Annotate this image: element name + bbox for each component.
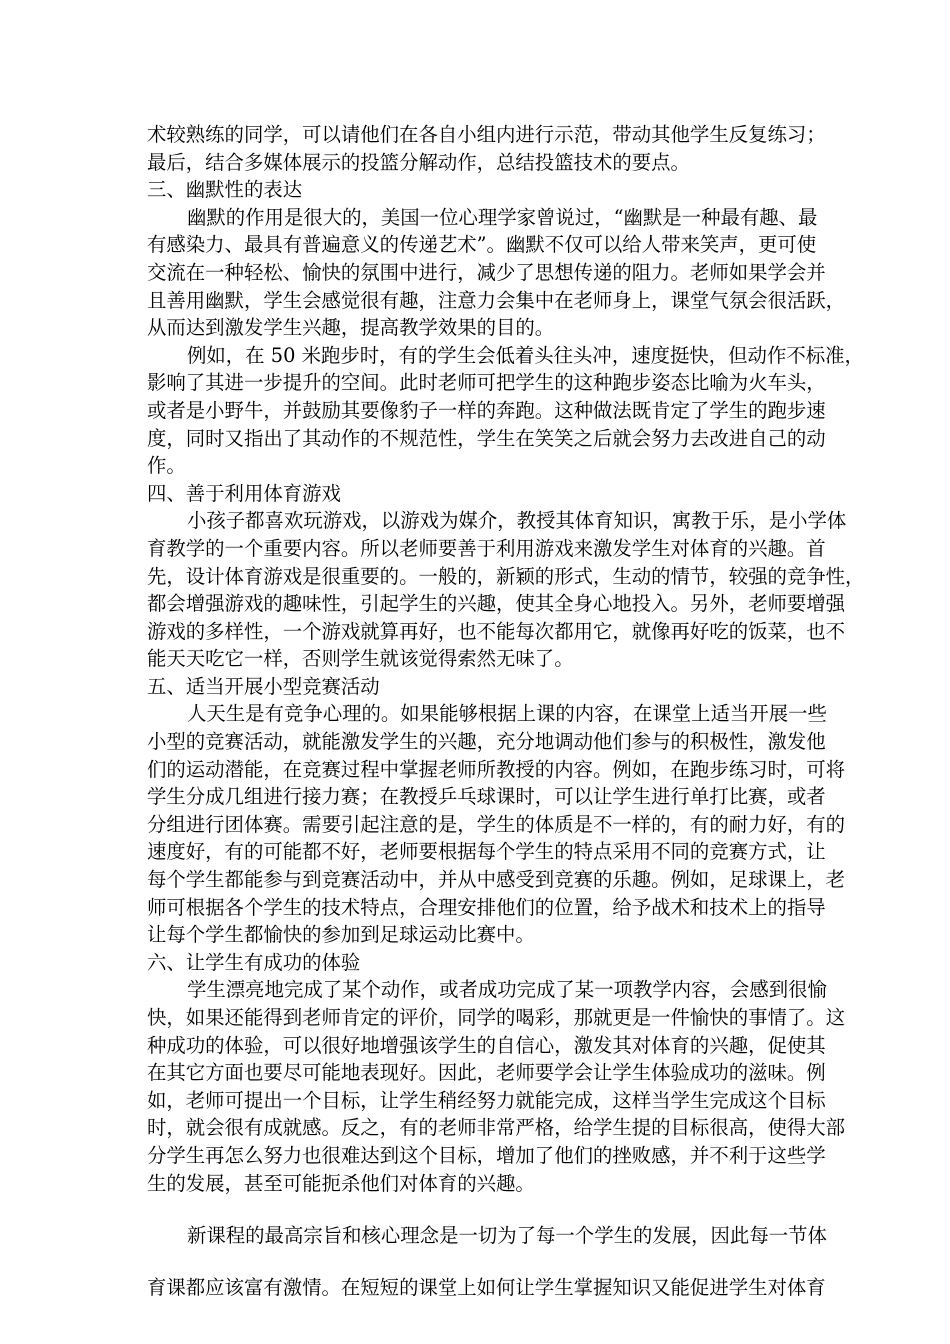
- paragraph-gap: [147, 1197, 807, 1219]
- text-line: 新课程的最高宗旨和核心理念是一切为了每一个学生的发展，因此每一节体: [187, 1224, 827, 1248]
- text-line: 作。: [147, 454, 186, 478]
- text-line: 影响了其进一步提升的空间。此时老师可把学生的这种跑步姿态比喻为火车头，: [147, 371, 826, 395]
- text-line: 速度好，有的可能都不好，老师要根据每个学生的特点采用不同的竞赛方式，让: [147, 840, 826, 864]
- text-line: 或者是小野牛，并鼓励其要像豹子一样的奔跑。这种做法既肯定了学生的跑步速: [147, 398, 826, 422]
- text-line: 让每个学生都愉快的参加到足球运动比赛中。: [147, 923, 535, 947]
- text-line: 分学生再怎么努力也很难达到这个目标，增加了他们的挫败感，并不利于这些学: [147, 1143, 826, 1167]
- text-line: 先，设计体育游戏是很重要的。一般的，新颖的形式，生动的情节，较强的竞争性，: [147, 564, 865, 588]
- text-line: 们的运动潜能，在竞赛过程中掌握老师所教授的内容。例如，在跑步练习时，可将: [147, 757, 846, 781]
- text-line: 交流在一种轻松、愉快的氛围中进行，减少了思想传递的阻力。老师如果学会并: [147, 260, 826, 284]
- text-line: 有感染力、最具有普遍意义的传递艺术”。幽默不仅可以给人带来笑声，更可使: [147, 233, 817, 257]
- text-line: 能天天吃它一样，否则学生就该觉得索然无味了。: [147, 647, 574, 671]
- text-line: 快，如果还能得到老师肯定的评价，同学的喝彩，那就更是一件愉快的事情了。这: [147, 1006, 846, 1029]
- text-line: 学生漂亮地完成了某个动作，或者成功完成了某一项教学内容，会感到很愉: [187, 978, 827, 1002]
- text-line: 从而达到激发学生兴趣，提高教学效果的目的。: [147, 316, 555, 340]
- text-line: 时，就会很有成就感。反之，有的老师非常严格，给学生提的目标很高，使得大部: [147, 1116, 846, 1140]
- text-line: 且善用幽默，学生会感觉很有趣，注意力会集中在老师身上，课堂气氛会很活跃，: [147, 288, 846, 312]
- document-page: [147, 121, 865, 1305]
- text-line: 术较熟练的同学，可以请他们在各自小组内进行示范，带动其他学生反复练习；: [147, 123, 826, 146]
- text-line: 例如，在 50 米跑步时，有的学生会低着头往头冲，速度挺快，但动作不标准，: [187, 343, 864, 367]
- text-line: 分组进行团体赛。需要引起注意的是，学生的体质是不一样的，有的耐力好，有的: [147, 812, 846, 836]
- text-line: 师可根据各个学生的技术特点，合理安排他们的位置，给予战术和技术上的指导: [147, 895, 826, 919]
- text-line: 游戏的多样性，一个游戏就算再好，也不能每次都用它，就像再好吃的饭菜，也不: [147, 619, 846, 643]
- text-line: 育课都应该富有激情。在短短的课堂上如何让学生掌握知识又能促进学生对体育: [147, 1276, 826, 1300]
- section-heading: 五、适当开展小型竞赛活动: [147, 674, 380, 698]
- paragraph-gap: [147, 1253, 807, 1271]
- text-line: 最后，结合多媒体展示的投篮分解动作，总结投篮技术的要点。: [147, 150, 690, 174]
- text-line: 小孩子都喜欢玩游戏，以游戏为媒介，教授其体育知识，寓教于乐，是小学体: [187, 509, 847, 533]
- text-line: 每个学生都能参与到竞赛活动中，并从中感受到竞赛的乐趣。例如，足球课上，老: [147, 868, 846, 892]
- text-line: 生的发展，甚至可能扼杀他们对体育的兴趣。: [147, 1171, 535, 1195]
- text-line: 幽默的作用是很大的，美国一位心理学家曾说过，“幽默是一种最有趣、最: [187, 205, 818, 229]
- text-line: 种成功的体验，可以很好地增强该学生的自信心，激发其对体育的兴趣，促使其: [147, 1033, 826, 1057]
- section-heading: 三、幽默性的表达: [147, 178, 303, 202]
- section-heading: 六、让学生有成功的体验: [147, 950, 361, 974]
- text-line: 育教学的一个重要内容。所以老师要善于利用游戏来激发学生对体育的兴趣。首: [147, 536, 826, 560]
- text-line: 学生分成几组进行接力赛；在教授乒乓球课时，可以让学生进行单打比赛，或者: [147, 785, 826, 809]
- text-line: 如，老师可提出一个目标，让学生稍经努力就能完成，这样当学生完成这个目标: [147, 1088, 826, 1112]
- text-line: 小型的竞赛活动，就能激发学生的兴趣，充分地调动他们参与的积极性，激发他: [147, 730, 826, 754]
- text-line: 在其它方面也要尽可能地表现好。因此，老师要学会让学生体验成功的滋味。例: [147, 1061, 826, 1085]
- text-line: 人天生是有竞争心理的。如果能够根据上课的内容，在课堂上适当开展一些: [187, 702, 827, 726]
- text-line: 度，同时又指出了其动作的不规范性，学生在笑笑之后就会努力去改进自己的动: [147, 426, 826, 450]
- section-heading: 四、善于利用体育游戏: [147, 481, 341, 505]
- text-line: 都会增强游戏的趣味性，引起学生的兴趣，使其全身心地投入。另外，老师要增强: [147, 592, 846, 616]
